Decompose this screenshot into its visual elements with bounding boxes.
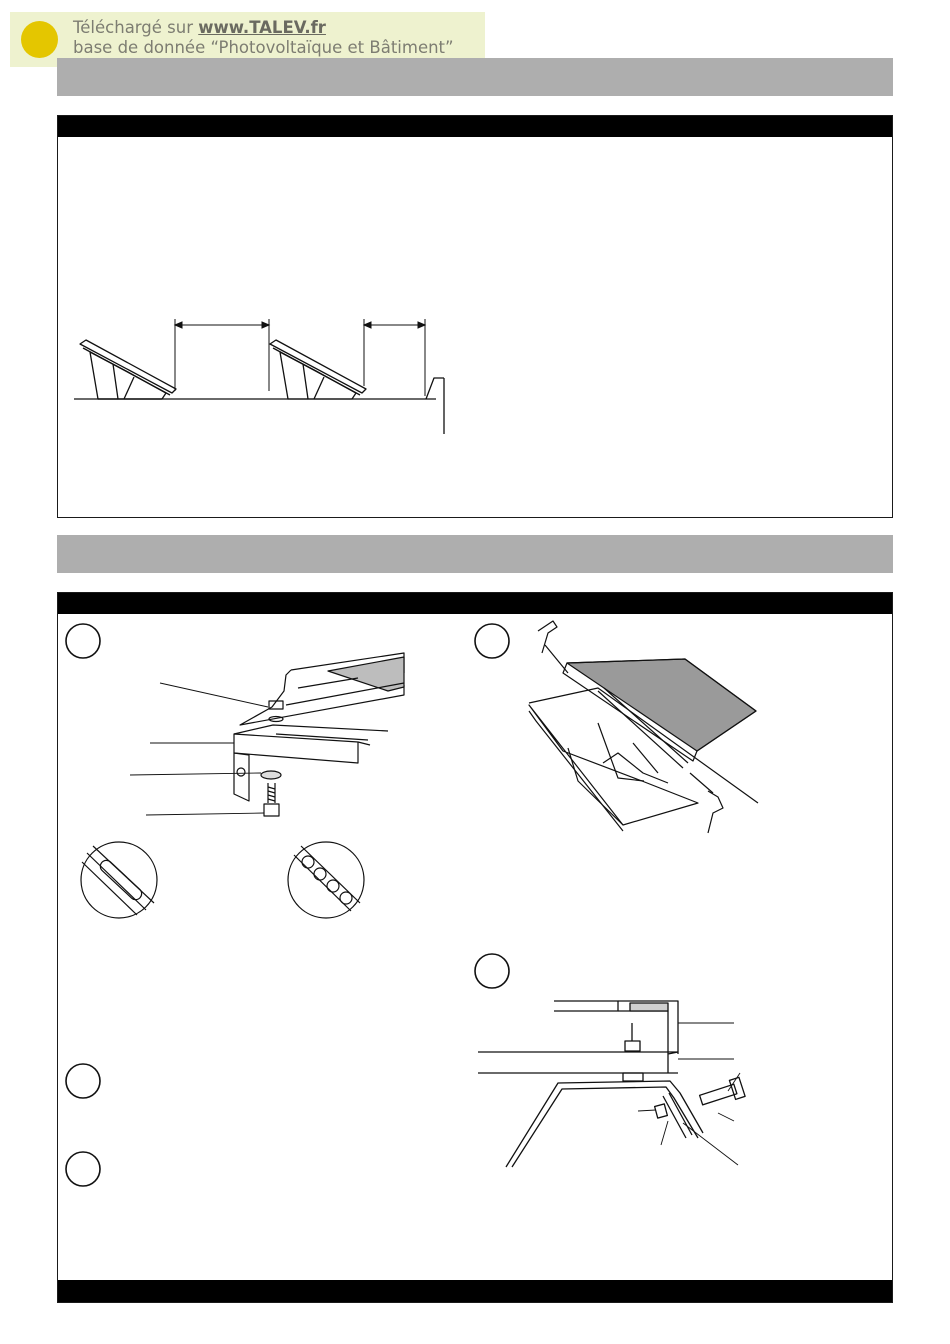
dimension-lines [175, 319, 425, 396]
slotted-hole-detail-icon [81, 842, 157, 918]
banner-line-2: base de donnée “Photovoltaïque et Bâtiment” [73, 38, 454, 57]
banner-prefix: Téléchargé sur [73, 18, 199, 37]
banner-text [73, 18, 454, 58]
step-marker-5 [66, 1152, 100, 1186]
section-1-header-bar [57, 58, 893, 96]
bolt-assembly-drawing [130, 653, 404, 816]
module-tray-drawing [529, 621, 758, 833]
banner-line-1 [73, 18, 454, 38]
module-row-1 [80, 340, 176, 399]
section-1-frame [57, 115, 893, 518]
installation-steps-figure [58, 593, 892, 1302]
step-marker-1 [66, 624, 100, 658]
section-2-frame [57, 592, 893, 1303]
allen-key-bottom-icon [690, 773, 723, 833]
step-marker-3 [475, 954, 509, 988]
banner-dot-icon [21, 21, 58, 58]
banner-link[interactable]: www.TALEV.fr [198, 18, 326, 37]
roof-edge [426, 378, 444, 434]
section-2-header-bar [57, 535, 893, 573]
row-spacing-diagram [58, 116, 892, 517]
step-marker-4 [66, 1064, 100, 1098]
step-marker-2 [475, 624, 509, 658]
module-row-2 [270, 340, 366, 399]
allen-key-top-icon [538, 621, 568, 673]
round-holes-detail-icon [288, 842, 364, 918]
clamp-section-drawing [478, 1001, 745, 1167]
